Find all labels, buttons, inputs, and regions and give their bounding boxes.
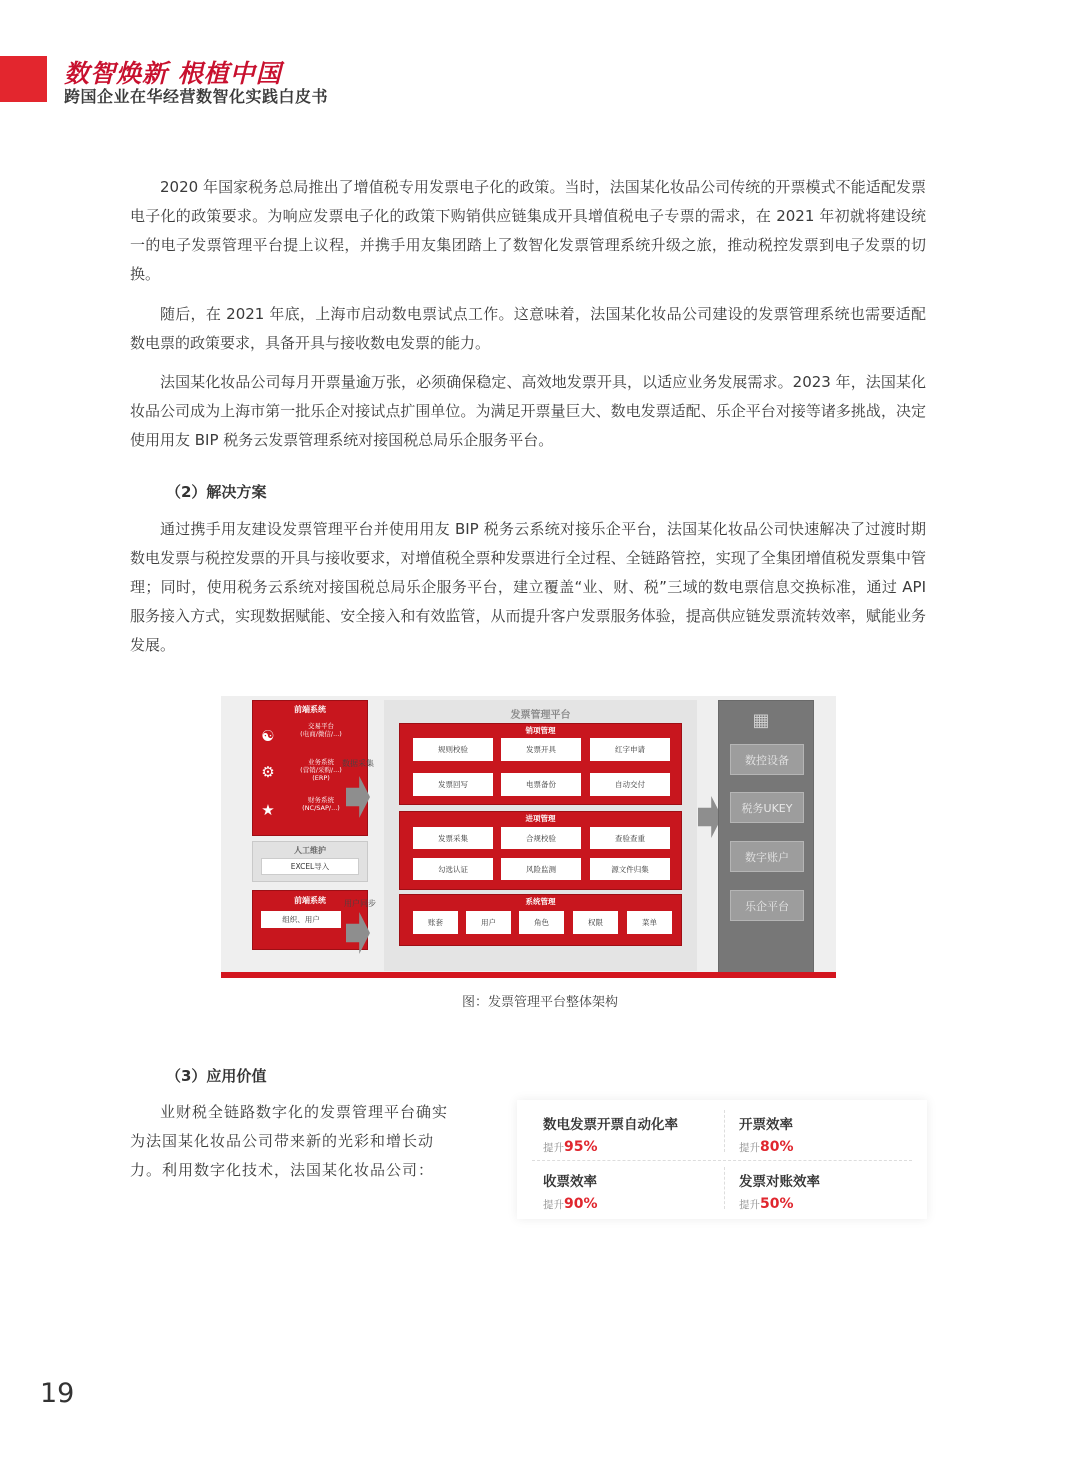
metric-value: 50% bbox=[760, 1196, 794, 1212]
source-trading-platform bbox=[257, 721, 363, 751]
metric-divider bbox=[724, 1167, 725, 1209]
source-label: 交易平台 (电商/微信/...) bbox=[300, 722, 342, 738]
manual-maintenance-title: 人工维护 bbox=[294, 846, 326, 855]
metric-value: 95% bbox=[564, 1139, 598, 1155]
metric-value: 80% bbox=[760, 1139, 794, 1155]
metric-title: 发票对账效率 bbox=[739, 1174, 820, 1190]
metric-divider bbox=[532, 1160, 912, 1161]
metric-prefix: 提升 bbox=[739, 1142, 760, 1154]
system-item: 菜单 bbox=[627, 911, 672, 934]
excel-import-box: EXCEL导入 bbox=[261, 858, 359, 875]
purchase-item: 风险监测 bbox=[501, 858, 581, 880]
heading-solution: （2）解决方案 bbox=[166, 483, 267, 501]
system-item: 权限 bbox=[573, 911, 618, 934]
system-management-panel bbox=[399, 894, 682, 946]
heading-application-value: （3）应用价值 bbox=[166, 1067, 267, 1085]
data-collection-label: 数据采集 bbox=[342, 759, 374, 768]
metric-prefix: 提升 bbox=[543, 1142, 564, 1154]
page-number: 19 bbox=[40, 1378, 75, 1409]
manual-maintenance-panel bbox=[252, 841, 368, 882]
figure-bottom-bar bbox=[221, 972, 836, 978]
metric-title: 数电发票开票自动化率 bbox=[543, 1117, 678, 1133]
sales-item: 自动交付 bbox=[590, 773, 670, 796]
system-item: 账套 bbox=[413, 911, 458, 934]
sales-item: 发票回写 bbox=[413, 773, 493, 796]
figure-caption: 图：发票管理平台整体架构 bbox=[461, 995, 618, 1010]
sales-management-title: 销项管理 bbox=[525, 726, 556, 735]
metric-title: 开票效率 bbox=[739, 1117, 793, 1133]
sales-management-panel bbox=[399, 723, 682, 805]
paragraph-solution: 通过携手用友建设发票管理平台并使用用友 BIP 税务云系统对接乐企平台，法国某化妆品公司快速解决了过渡时期数电发票与税控发票的开具与接收要求，对增值税全票种发票进行全过程、全链路管控，实现了全集团增值税发票集中管理；同时，使用税务云系统对接国税总局乐企服务平台，建立覆盖“业、财、税”三域的数电票信息交换标准，通过 API 服务接入方式，实现数据赋能、安全接入和有效监管，从而提升客户发票服务体验，提高供应链发票流转效率，赋能业务发展。 bbox=[130, 520, 926, 654]
output-channel-panel bbox=[718, 700, 814, 973]
sales-item: 红字申请 bbox=[590, 738, 670, 761]
value-metrics-card bbox=[517, 1100, 927, 1219]
purchase-item: 发票采集 bbox=[413, 827, 493, 849]
front-system-title: 前端系统 bbox=[294, 705, 326, 714]
building-icon: ▦ bbox=[752, 710, 770, 731]
architecture-figure bbox=[221, 696, 836, 978]
metric-prefix: 提升 bbox=[543, 1199, 564, 1211]
user-sync-label: 用户同步 bbox=[344, 899, 376, 908]
metric-divider bbox=[724, 1110, 725, 1152]
paragraph-value-line: 业财税全链路数字化的发票管理平台确实 bbox=[160, 1103, 449, 1121]
paragraph-value bbox=[130, 1098, 470, 1185]
invoice-platform-title: 发票管理平台 bbox=[510, 710, 571, 721]
sales-item: 电票备份 bbox=[501, 773, 581, 796]
metric-invoice-automation bbox=[543, 1113, 678, 1155]
purchase-item: 合规校验 bbox=[501, 827, 581, 849]
output-item: 乐企平台 bbox=[730, 890, 804, 921]
purchase-management-panel bbox=[399, 811, 682, 890]
metric-value: 90% bbox=[564, 1196, 598, 1212]
handshake-icon: ☯ bbox=[261, 727, 275, 745]
metric-invoicing-efficiency bbox=[739, 1113, 794, 1155]
purchase-management-title: 进项管理 bbox=[525, 814, 556, 823]
brand-subtitle: 跨国企业在华经营数智化实践白皮书 bbox=[64, 87, 329, 106]
source-label: 业务系统 (营销/采购/...) (ERP) bbox=[300, 758, 342, 782]
metric-reconciliation-efficiency bbox=[739, 1170, 820, 1212]
system-item: 用户 bbox=[466, 911, 511, 934]
paragraph-background-2: 随后，在 2021 年底，上海市启动数电票试点工作。这意味着，法国某化妆品公司建设的发票管理系统也需要适配数电票的政策要求，具备开具与接收数电发票的能力。 bbox=[130, 305, 926, 352]
paragraph-value-line: 为法国某化妆品公司带来新的光彩和增长动 bbox=[130, 1132, 435, 1150]
system-management-title: 系统管理 bbox=[525, 897, 556, 906]
purchase-item: 源文件归集 bbox=[590, 858, 670, 880]
sales-item: 规则校验 bbox=[413, 738, 493, 761]
front-system-user-title: 前端系统 bbox=[294, 896, 326, 905]
output-item: 税务UKEY bbox=[730, 792, 804, 823]
paragraph-background-1: 2020 年国家税务总局推出了增值税专用发票电子化的政策。当时，法国某化妆品公司传统的开票模式不能适配发票电子化的政策要求。为响应发票电子化的政策下购销供应链集成开具增值税电子专票的需求，在 2021 年初就将建设统一的电子发票管理平台提上议程，并携手用友集团踏上了数智化发票管理系统升级之旅，推动税控发票到电子发票的切换。 bbox=[130, 178, 926, 283]
metric-title: 收票效率 bbox=[543, 1174, 597, 1190]
metric-prefix: 提升 bbox=[739, 1199, 760, 1211]
brand-slogan: 数智焕新 根植中国 bbox=[64, 59, 282, 88]
header-red-tab bbox=[0, 56, 47, 102]
paragraph-background-3: 法国某化妆品公司每月开票量逾万张，必须确保稳定、高效地发票开具，以适应业务发展需求。2023 年，法国某化妆品公司成为上海市第一批乐企对接试点扩围单位。为满足开票量巨大、数电发票适配、乐企平台对接等诸多挑战，决定使用用友 BIP 税务云发票管理系统对接国税总局乐企服务平台。 bbox=[130, 373, 926, 449]
purchase-item: 查验查重 bbox=[590, 827, 670, 849]
gear-icon: ⚙ bbox=[261, 763, 275, 781]
paragraph-value-line: 力。利用数字化技术，法国某化妆品公司： bbox=[130, 1161, 435, 1179]
output-item: 数字账户 bbox=[730, 841, 804, 872]
metric-receiving-efficiency bbox=[543, 1170, 598, 1212]
org-user-box: 组织、用户 bbox=[261, 911, 341, 928]
money-hand-icon: ★ bbox=[261, 801, 275, 819]
invoice-platform-panel bbox=[384, 700, 697, 971]
sales-item: 发票开具 bbox=[501, 738, 581, 761]
output-item: 数控设备 bbox=[730, 744, 804, 775]
source-label: 财务系统 (NC/SAP/...) bbox=[302, 796, 340, 812]
system-item: 角色 bbox=[519, 911, 564, 934]
purchase-item: 勾选认证 bbox=[413, 858, 493, 880]
